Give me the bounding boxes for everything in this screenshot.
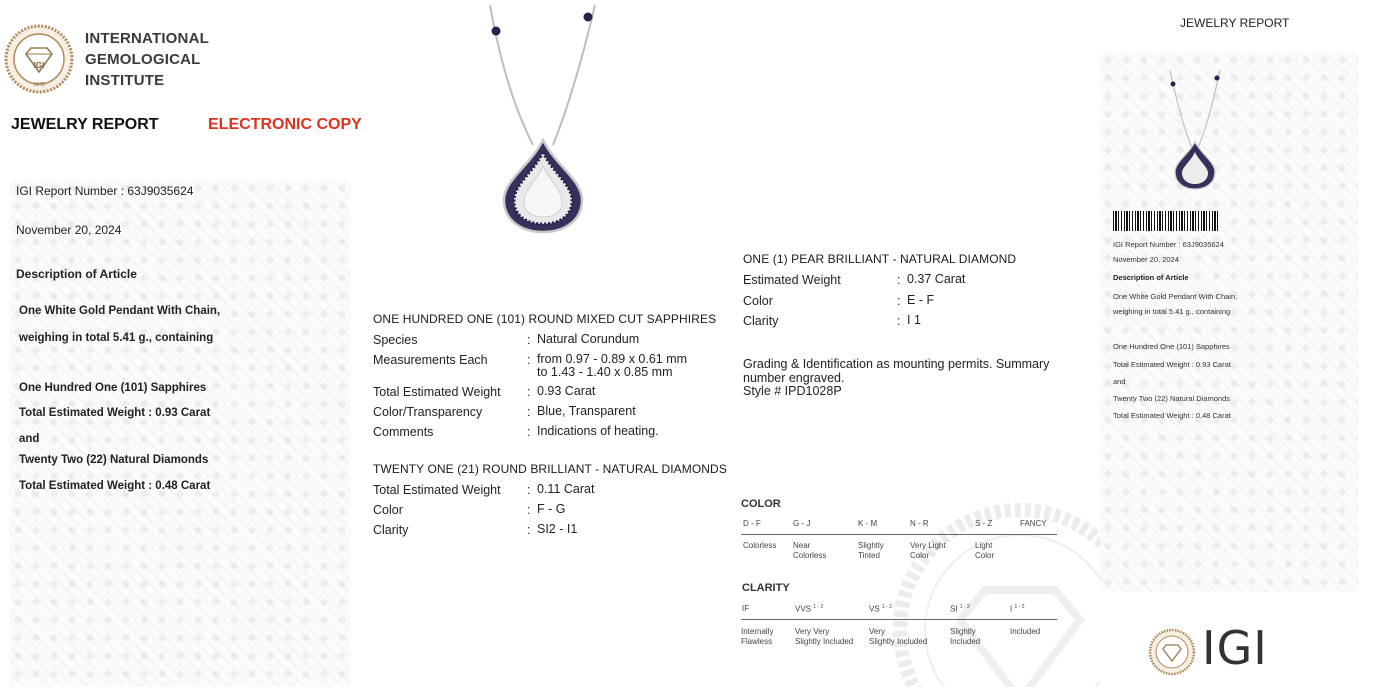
org-line-3: INSTITUTE — [85, 72, 165, 89]
style-number: Style # IPD1028P — [743, 384, 842, 398]
report-title: JEWELRY REPORT — [11, 116, 159, 133]
row-key: Measurements Each — [373, 353, 488, 367]
row-value: from 0.97 - 0.89 x 0.61 mm — [537, 352, 688, 366]
clarity-grade: I $^{1 - 2}$ — [1010, 604, 1025, 614]
sapphire-color-row — [373, 405, 713, 421]
color-grade: K - M — [858, 519, 878, 528]
row-value: I 1 — [907, 313, 921, 327]
row-colon: : — [527, 483, 531, 497]
row-value: E - F — [907, 293, 935, 307]
summary-description-heading: Description of Article — [1113, 273, 1189, 282]
row-value: Blue, Transparent — [537, 404, 636, 418]
summary-desc-line-7: Total Estimated Weight : 0.48 Carat — [1113, 411, 1231, 420]
diamond-color-row — [373, 503, 713, 519]
pear-clarity-row — [743, 314, 1073, 330]
summary-date: November 20, 2024 — [1113, 255, 1179, 264]
row-key: Species — [373, 333, 418, 347]
diamond-clarity-row — [373, 523, 713, 539]
row-value: SI2 - I1 — [537, 522, 578, 536]
summary-desc-line-5: and — [1113, 377, 1126, 386]
pendant-photo — [450, 0, 640, 240]
desc-line-3: One Hundred One (101) Sapphires — [19, 382, 207, 394]
desc-line-4: Total Estimated Weight : 0.93 Carat — [19, 407, 211, 419]
row-key: Color — [373, 503, 403, 517]
color-grade: S - Z — [975, 519, 993, 528]
row-value-2: to 1.43 - 1.40 x 0.85 mm — [537, 365, 673, 379]
row-key: Total Estimated Weight — [373, 385, 501, 399]
color-grade-desc: Light Color — [975, 541, 995, 560]
color-grade-desc: Very Light Color — [910, 541, 946, 560]
sapphire-measurements-row — [373, 353, 713, 381]
color-scale-heading: COLOR — [741, 498, 781, 510]
watermark-seal — [890, 480, 1100, 687]
clarity-grade-desc: Slightly Included — [950, 627, 981, 646]
row-colon: : — [897, 314, 901, 328]
sapphire-species-row — [373, 333, 713, 349]
color-grade-desc: Near Colorless — [793, 541, 827, 560]
row-colon: : — [527, 353, 531, 367]
row-colon: : — [897, 273, 901, 287]
color-grade-desc: Colorless — [743, 541, 777, 550]
row-value: 0.37 Carat — [907, 272, 966, 286]
sapphire-comments-row — [373, 425, 713, 441]
row-colon: : — [527, 385, 531, 399]
clarity-scale-heading: CLARITY — [742, 582, 790, 594]
row-key: Color/Transparency — [373, 405, 483, 419]
org-name — [85, 28, 209, 91]
electronic-copy-label: ELECTRONIC COPY — [208, 116, 362, 133]
color-grade: N - R — [910, 519, 929, 528]
row-value: Indications of heating. — [537, 424, 659, 438]
clarity-grade: IF — [742, 604, 750, 613]
row-key: Estimated Weight — [743, 273, 841, 287]
igi-footer-logo: IGI — [1202, 621, 1268, 675]
clarity-grade-desc: Internally Flawless — [741, 627, 774, 646]
row-value: 0.93 Carat — [537, 384, 596, 398]
row-colon: : — [527, 523, 531, 537]
description-heading: Description of Article — [16, 267, 137, 281]
igi-footer-seal-icon — [1148, 628, 1196, 676]
row-colon: : — [527, 503, 531, 517]
clarity-grade-desc: Very Slightly Included — [869, 627, 928, 646]
grading-note-line-1: Grading & Identification as mounting permits. Summary — [743, 357, 1050, 371]
summary-pendant-photo — [1160, 68, 1230, 193]
diamonds-title: TWENTY ONE (21) ROUND BRILLIANT - NATURAL DIAMONDS — [373, 462, 727, 476]
left-security-panel — [10, 180, 350, 687]
clarity-grade: SI $^{1 - 2}$ — [950, 604, 970, 614]
row-value: 0.11 Carat — [537, 482, 595, 496]
desc-line-6: Twenty Two (22) Natural Diamonds — [19, 454, 209, 466]
desc-line-5: and — [19, 433, 40, 445]
grading-note-line-2: number engraved. — [743, 370, 845, 385]
pear-weight-row — [743, 273, 1073, 289]
color-grade: FANCY — [1020, 519, 1047, 528]
row-colon: : — [897, 294, 901, 308]
org-line-1: INTERNATIONAL — [85, 30, 209, 47]
row-key: Total Estimated Weight — [373, 483, 501, 497]
clarity-grade-desc: Included — [1010, 627, 1041, 636]
row-key: Clarity — [743, 314, 779, 328]
row-value: F - G — [537, 502, 566, 516]
desc-line-7: Total Estimated Weight : 0.48 Carat — [19, 480, 211, 492]
pear-title: ONE (1) PEAR BRILLIANT - NATURAL DIAMOND — [743, 252, 1017, 266]
row-colon: : — [527, 333, 531, 347]
clarity-grade: VVS $^{1 - 2}$ — [795, 604, 824, 614]
color-grade-desc: Slightly Tinted — [858, 541, 884, 560]
report-number: IGI Report Number : 63J9035624 — [16, 184, 194, 198]
summary-title: JEWELRY REPORT — [1180, 16, 1290, 30]
row-key: Clarity — [373, 523, 409, 537]
summary-report-number: IGI Report Number : 63J9035624 — [1113, 240, 1224, 249]
seal-letters: IGI — [33, 61, 45, 70]
summary-desc-line-4: Total Estimated Weight : 0.93 Carat — [1113, 360, 1231, 369]
diamond-weight-row — [373, 483, 713, 499]
summary-desc-line-1: One White Gold Pendant With Chain, — [1113, 292, 1238, 301]
color-grade: D - F — [743, 519, 761, 528]
summary-desc-line-6: Twenty Two (22) Natural Diamonds — [1113, 394, 1230, 403]
clarity-grade-desc: Very Very Slightly Included — [795, 627, 854, 646]
row-key: Color — [743, 294, 773, 308]
clarity-scale-divider — [741, 619, 1057, 620]
summary-desc-line-3: One Hundred One (101) Sapphires — [1113, 342, 1230, 351]
report-date: November 20, 2024 — [16, 223, 122, 237]
pear-color-row — [743, 294, 1073, 310]
row-value: Natural Corundum — [537, 332, 640, 346]
desc-line-2: weighing in total 5.41 g., containing — [19, 332, 214, 344]
row-key: Comments — [373, 425, 434, 439]
seal-year: 1975 — [33, 82, 45, 88]
sapphire-weight-row — [373, 385, 713, 401]
color-grade: G - J — [793, 519, 811, 528]
barcode — [1113, 211, 1219, 231]
org-line-2: GEMOLOGICAL — [85, 51, 201, 68]
desc-line-1: One White Gold Pendant With Chain, — [19, 305, 221, 317]
row-colon: : — [527, 405, 531, 419]
row-colon: : — [527, 425, 531, 439]
igi-seal-logo — [4, 24, 74, 94]
grading-note — [743, 358, 1049, 399]
clarity-grade: VS $^{1 - 2}$ — [869, 604, 892, 614]
color-scale-divider — [741, 534, 1057, 535]
sapphires-title: ONE HUNDRED ONE (101) ROUND MIXED CUT SAPPHIRES — [373, 312, 717, 326]
summary-desc-line-2: weighing in total 5.41 g., containing — [1113, 307, 1231, 316]
